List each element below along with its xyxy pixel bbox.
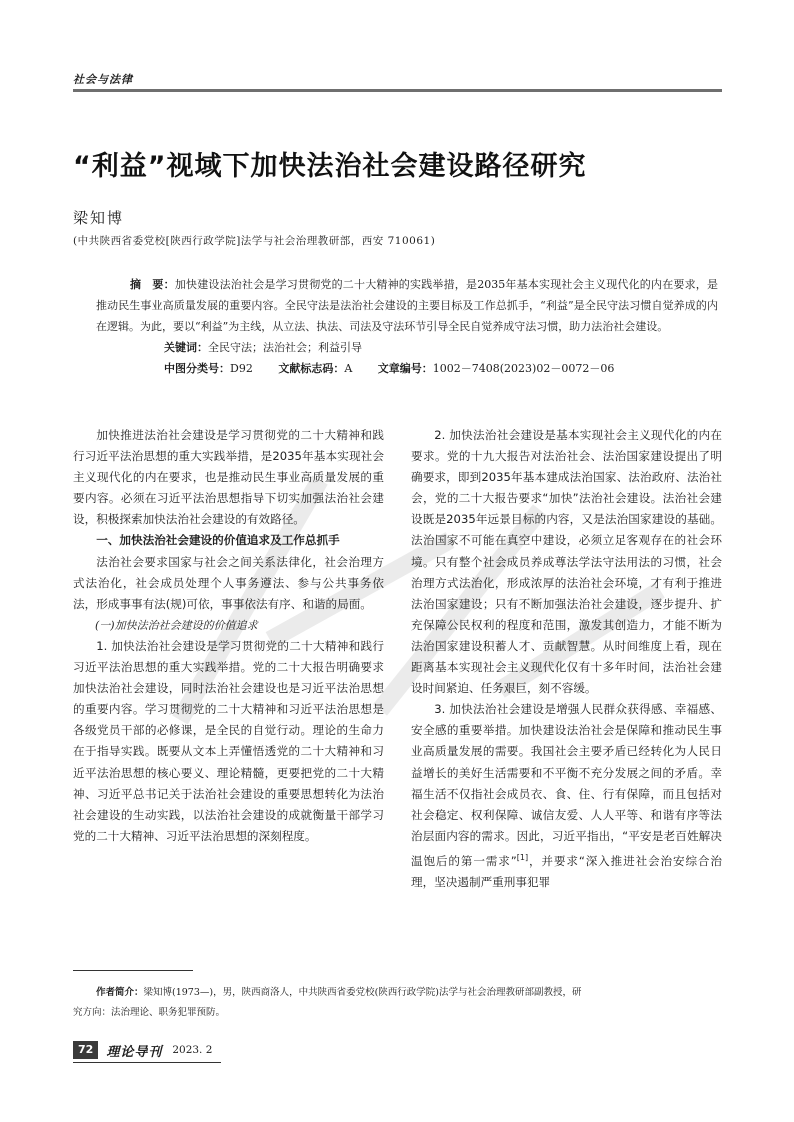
article-no-label: 文章编号： bbox=[377, 362, 433, 375]
subsection-heading: (一)加快法治社会建设的价值追求 bbox=[95, 618, 258, 632]
section-label: 社会与法律 bbox=[73, 73, 133, 86]
abstract-label: 摘 要： bbox=[130, 278, 175, 291]
left-column bbox=[73, 425, 384, 847]
body-paragraph: 法治社会要求国家与社会之间关系法律化，社会治理方式法治化，社会成员处理个人事务遵法、参与公共事务依法，形成事事有法(规)可依，事事依法有序、和谐的局面。 bbox=[73, 554, 384, 611]
clc-label: 中图分类号： bbox=[164, 362, 230, 375]
abstract-paragraph bbox=[96, 274, 718, 337]
classification-line bbox=[96, 358, 718, 379]
footnote-rule bbox=[73, 970, 193, 971]
keywords-line bbox=[96, 337, 718, 358]
keywords-label: 关键词： bbox=[164, 341, 208, 354]
clc-value: D92 bbox=[230, 362, 253, 375]
right-column bbox=[411, 425, 722, 893]
issue-number: 2023. 2 bbox=[172, 1044, 213, 1056]
citation-ref[interactable]: [1] bbox=[516, 852, 529, 862]
body-paragraph: 加快推进法治社会建设是学习贯彻党的二十大精神和践行习近平法治思想的重大实践举措，是2035年基本实现社会主义现代化的内在要求，也是推动民生事业高质量发展的重要内容。必须在习近平法治思想指导下切实加强法治社会建设，积极探索加快法治社会建设的有效路径。 bbox=[73, 428, 384, 527]
abstract-text: 加快建设法治社会是学习贯彻党的二十大精神的实践举措，是2035年基本实现社会主义现代化的内在要求，是推动民生事业高质量发展的重要内容。全民守法是法治社会建设的主要目标及工作总抓手，“利益”是全民守法习惯自觉养成的内在逻辑。为此，要以“利益”为主线，从立法、执法、司法及守法环节引导全民自觉养成守法习惯，助力法治社会建设。 bbox=[96, 278, 719, 333]
footnote-label: 作者简介： bbox=[96, 987, 144, 998]
author-name: 梁知博 bbox=[73, 209, 125, 227]
author-footnote bbox=[73, 983, 718, 1023]
doc-code-value: A bbox=[344, 362, 353, 375]
body-text: 3. 加快法治社会建设是增强人民群众获得感、幸福感、安全感的重要举措。加快建设法治社会是保障和推动民生事业高质量发展的需要。我国社会主要矛盾已经转化为人民日益增长的美好生活需要和不平衡不充分发展之间的矛盾。幸福生活不仅指社会成员衣、食、住、行有保障，而且包括对社会稳定、权利保障、诚信友爱、人人平等、和谐有序等法治层面内容的需求。因此，习近平指出，“平安是老百姓解决温饱后的第一需求” bbox=[411, 702, 722, 868]
body-paragraph: 2. 加快法治社会建设是基本实现社会主义现代化的内在要求。党的十九大报告对法治社会、法治国家建设提出了明确要求，即到2035年基本建成法治国家、法治政府、法治社会，党的二十大报告要求“加快”法治社会建设。法治社会建设既是2035年远景目标的内容，又是法治国家建设的基础。法治国家不可能在真空中建设，必须立足客观存在的社会环境。只有整个社会成员养成尊法学法守法用法的习惯，社会治理方式法治化，形成浓厚的法治社会环境，才有利于推进法治国家建设；只有不断加强法治社会建设，逐步提升、扩充保障公民权利的程度和范围，激发其创造力，才能不断为法治国家建设积蓄人才、贡献智慧。从时间维度上看，现在距离基本实现社会主义现代化仅有十多年时间，法治社会建设时间紧迫、任务艰巨，刻不容缓。 bbox=[411, 428, 722, 696]
article-title: “利益”视域下加快法治社会建设路径研究 bbox=[73, 151, 587, 182]
page-number: 72 bbox=[73, 1041, 98, 1059]
article-no-value: 1002－7408(2023)02－0072－06 bbox=[432, 362, 615, 375]
footnote-text-cont: 究方向：法治理论、职务犯罪预防。 bbox=[73, 1007, 226, 1018]
journal-name: 理论导刊 bbox=[106, 1044, 163, 1060]
footer-rule bbox=[73, 1062, 221, 1063]
abstract-block bbox=[96, 274, 718, 379]
keywords-text: 全民守法；法治社会；利益引导 bbox=[208, 341, 362, 354]
section-heading: 一、加快法治社会建设的价值追求及工作总抓手 bbox=[96, 533, 340, 548]
footnote-text: 梁知博(1973—)，男，陕西商洛人，中共陕西省委党校(陕西行政学院)法学与社会治理教研部副教授，研 bbox=[143, 987, 582, 998]
author-affiliation: (中共陕西省委党校[陕西行政学院]法学与社会治理教研部，西安 710061) bbox=[73, 235, 436, 247]
body-text: ，并要求“深入推进社会治安综合治理，坚决遏制严重刑事犯罪 bbox=[411, 853, 722, 889]
doc-code-label: 文献标志码： bbox=[278, 362, 345, 375]
body-paragraph: 1. 加快法治社会建设是学习贯彻党的二十大精神和践行习近平法治思想的重大实践举措。党的二十大报告明确要求加快法治社会建设，同时法治社会建设也是习近平法治思想的重要内容。学习贯彻党的二十大精神和习近平法治思想是各级党员干部的必修课，是全民的自觉行动。理论的生命力在于指导实践。既要从文本上弄懂悟透党的二十大精神和习近平法治思想的核心要义、理论精髓，更要把党的二十大精神、习近平总书记关于法治社会建设的重要思想转化为法治社会建设的生动实践，以法治社会建设的成就衡量干部学习党的二十大精神、习近平法治思想的深刻程度。 bbox=[73, 638, 384, 843]
page-footer bbox=[73, 1040, 212, 1060]
header-rule bbox=[73, 89, 722, 92]
body-paragraph bbox=[411, 699, 722, 893]
